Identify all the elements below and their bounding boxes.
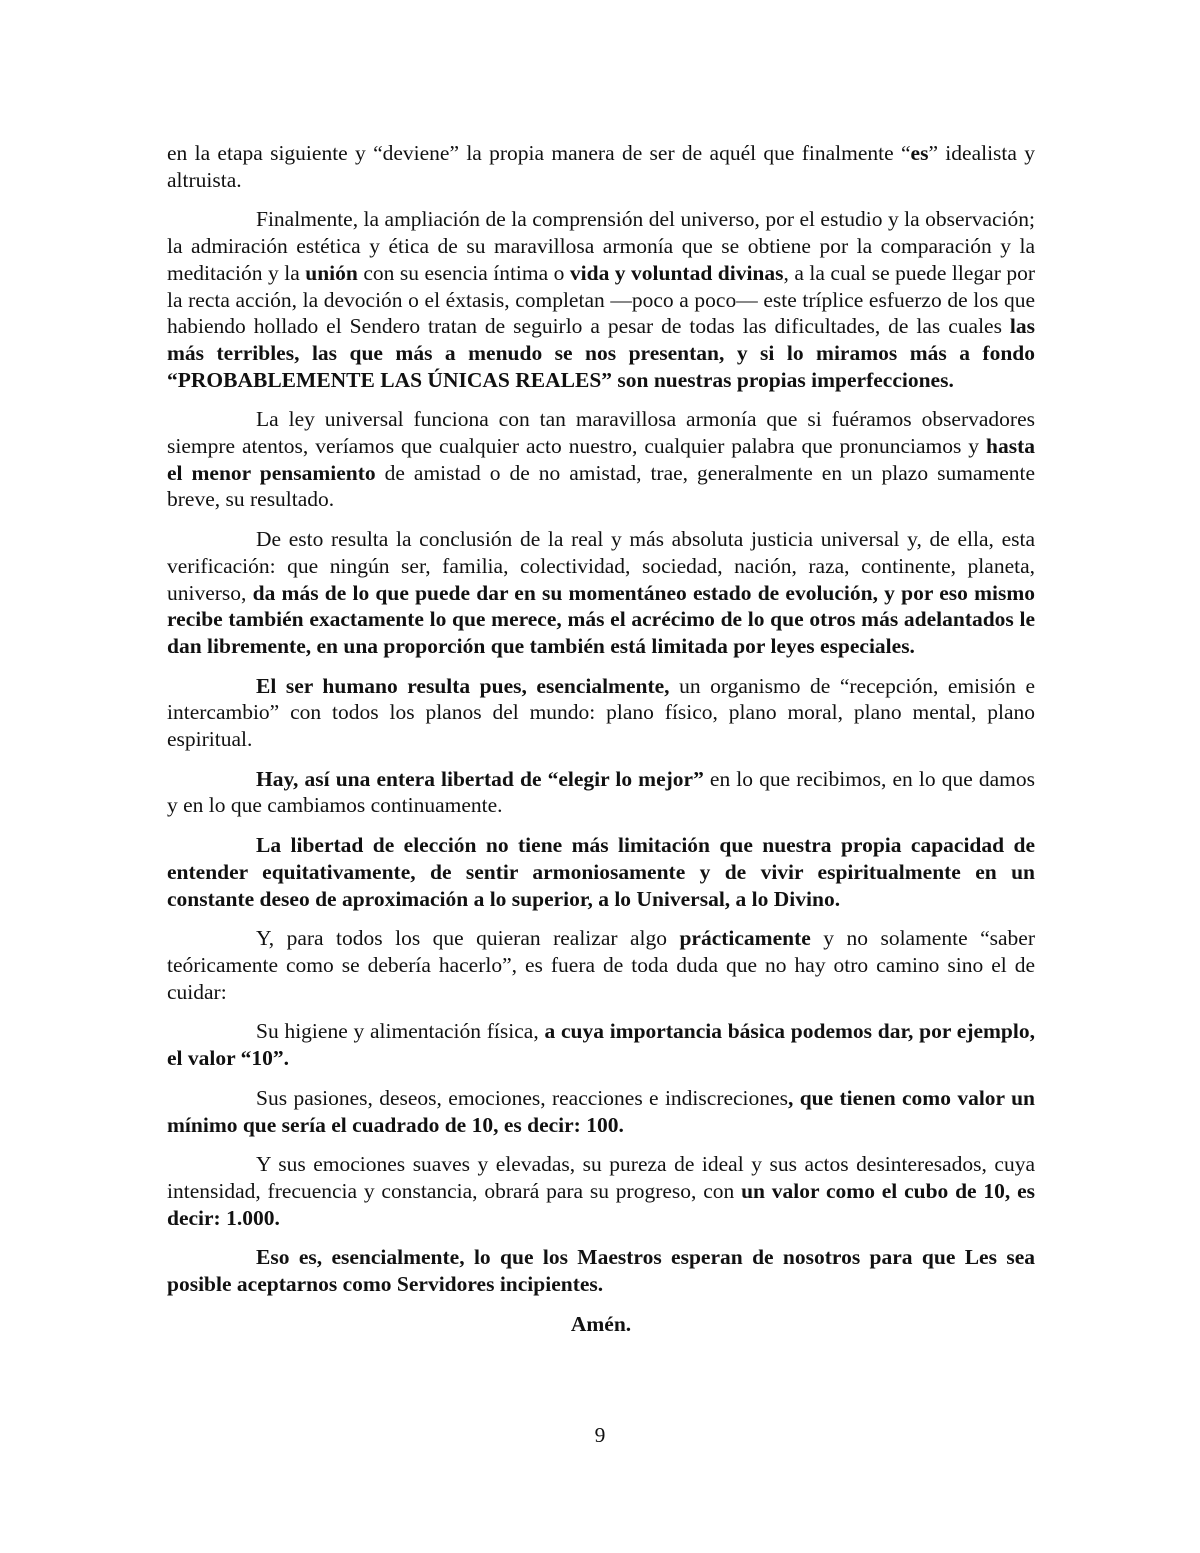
paragraph-10 (167, 1085, 1035, 1138)
paragraph-9 (167, 1018, 1035, 1071)
text-segment: con su esencia íntima o (357, 260, 570, 285)
paragraph-4 (167, 526, 1035, 660)
text-segment-bold: a cuya importancia básica podemos dar, por ejemplo, el valor “10”. (167, 1019, 1035, 1071)
text-segment: Y sus emociones suaves y elevadas, su pureza de ideal y sus actos desinteresados, cuya intensidad, frecuencia y constancia, obrará para su progreso, con (167, 1152, 1035, 1203)
text-segment-bold: da más de lo que puede dar en su momentáneo estado de evolución, y por eso mismo recibe también exactamente lo que merece, más el acrécimo de lo que otros más adelantados le dan libremente, en una proporción que también está limitada por leyes especiales. (167, 580, 1035, 658)
text-segment: Y, para todos los que quieran realizar algo (256, 926, 680, 951)
text-segment: , a la cual se puede llegar por la recta acción, la devoción o el éxtasis, completan —poco a poco— este tríplice esfuerzo de los que habiendo hollado el Sendero tratan de seguirlo a pesar de todas las dificultades, de las cuales (167, 260, 1036, 339)
text-segment-bold: , que tienen como valor un mínimo que sería el cuadrado de 10, es decir: 100. (167, 1085, 1035, 1137)
text-segment: en la etapa siguiente y “deviene” la propia manera de ser de aquél que finalmente “ (167, 141, 911, 165)
page-body (167, 140, 1035, 1337)
page-number: 9 (594, 1423, 606, 1447)
paragraph-5 (167, 673, 1035, 753)
paragraph-11 (167, 1151, 1035, 1231)
text-segment: de amistad o de no amistad, trae, generalmente en un plazo sumamente breve, su resultado. (167, 460, 1035, 512)
paragraph-7 (167, 832, 1035, 912)
text-segment: Finalmente, la ampliación de la comprensión del universo, por el estudio y la observación; la admiración estética y ética de su maravillosa armonía que se obtiene por la comparación y la meditación y la (167, 207, 1035, 285)
text-segment: un organismo de “recepción, emisión e intercambio” con todos los planos del mundo: plano físico, plano moral, plano mental, plano espiritual. (167, 673, 1036, 752)
text-segment-bold: Eso es, esencialmente, lo que los Maestros esperan de nosotros para que Les sea posible aceptarnos como Servidores incipientes. (167, 1245, 1035, 1297)
text-segment: De esto resulta la conclusión de la real y más absoluta justicia universal y, de ella, esta verificación: que ningún ser, familia, colectividad, sociedad, nación, raza, continente, planeta, universo, (167, 527, 1035, 605)
text-segment: ” idealista y altruista. (167, 141, 1036, 192)
paragraph-2 (167, 206, 1035, 393)
text-segment: Sus pasiones, deseos, emociones, reacciones e indiscreciones (256, 1085, 788, 1110)
text-segment-bold: Hay, así una entera libertad de “elegir lo mejor” (256, 766, 704, 791)
paragraph-8 (167, 925, 1035, 1005)
text-segment-bold: hasta el menor pensamiento (167, 434, 1035, 485)
paragraph-12 (167, 1244, 1035, 1297)
text-segment-bold: un valor como el cubo de 10, es decir: 1.000. (167, 1178, 1035, 1230)
paragraph-3 (167, 406, 1035, 513)
text-segment-bold: La libertad de elección no tiene más limitación que nuestra propia capacidad de entender equitativamente, de sentir armoniosamente y de vivir espiritualmente en un constante deseo de aproximación a lo superior, a lo Universal, a lo Divino. (167, 833, 1035, 911)
paragraph-6 (167, 766, 1035, 819)
text-segment: y no solamente “saber teóricamente como se debería hacerlo”, es fuera de toda duda que no hay otro camino sino el de cuidar: (167, 926, 1035, 1004)
text-segment-bold: unión (305, 260, 358, 285)
text-segment-bold: El ser humano resulta pues, esencialmente, (256, 673, 670, 698)
text-segment: en lo que recibimos, en lo que damos y en lo que cambiamos continuamente. (167, 766, 1035, 818)
text-segment-bold: las más terribles, las que más a menudo se nos presentan, y si lo miramos más a fondo “PROBABLEMENTE LAS ÚNICAS REALES” son nuestras propias imperfecciones. (167, 314, 1035, 392)
closing-amen: Amén. (570, 1311, 632, 1336)
paragraph-1 (167, 140, 1035, 193)
text-segment-bold: es (910, 141, 929, 165)
text-segment-bold: vida y voluntad divinas (569, 260, 784, 285)
text-segment: Su higiene y alimentación física, (256, 1019, 545, 1044)
text-segment-bold: prácticamente (679, 926, 811, 951)
text-segment: La ley universal funciona con tan maravillosa armonía que si fuéramos observadores siempre atentos, veríamos que cualquier acto nuestro, cualquier palabra que pronunciamos y (167, 407, 1035, 459)
